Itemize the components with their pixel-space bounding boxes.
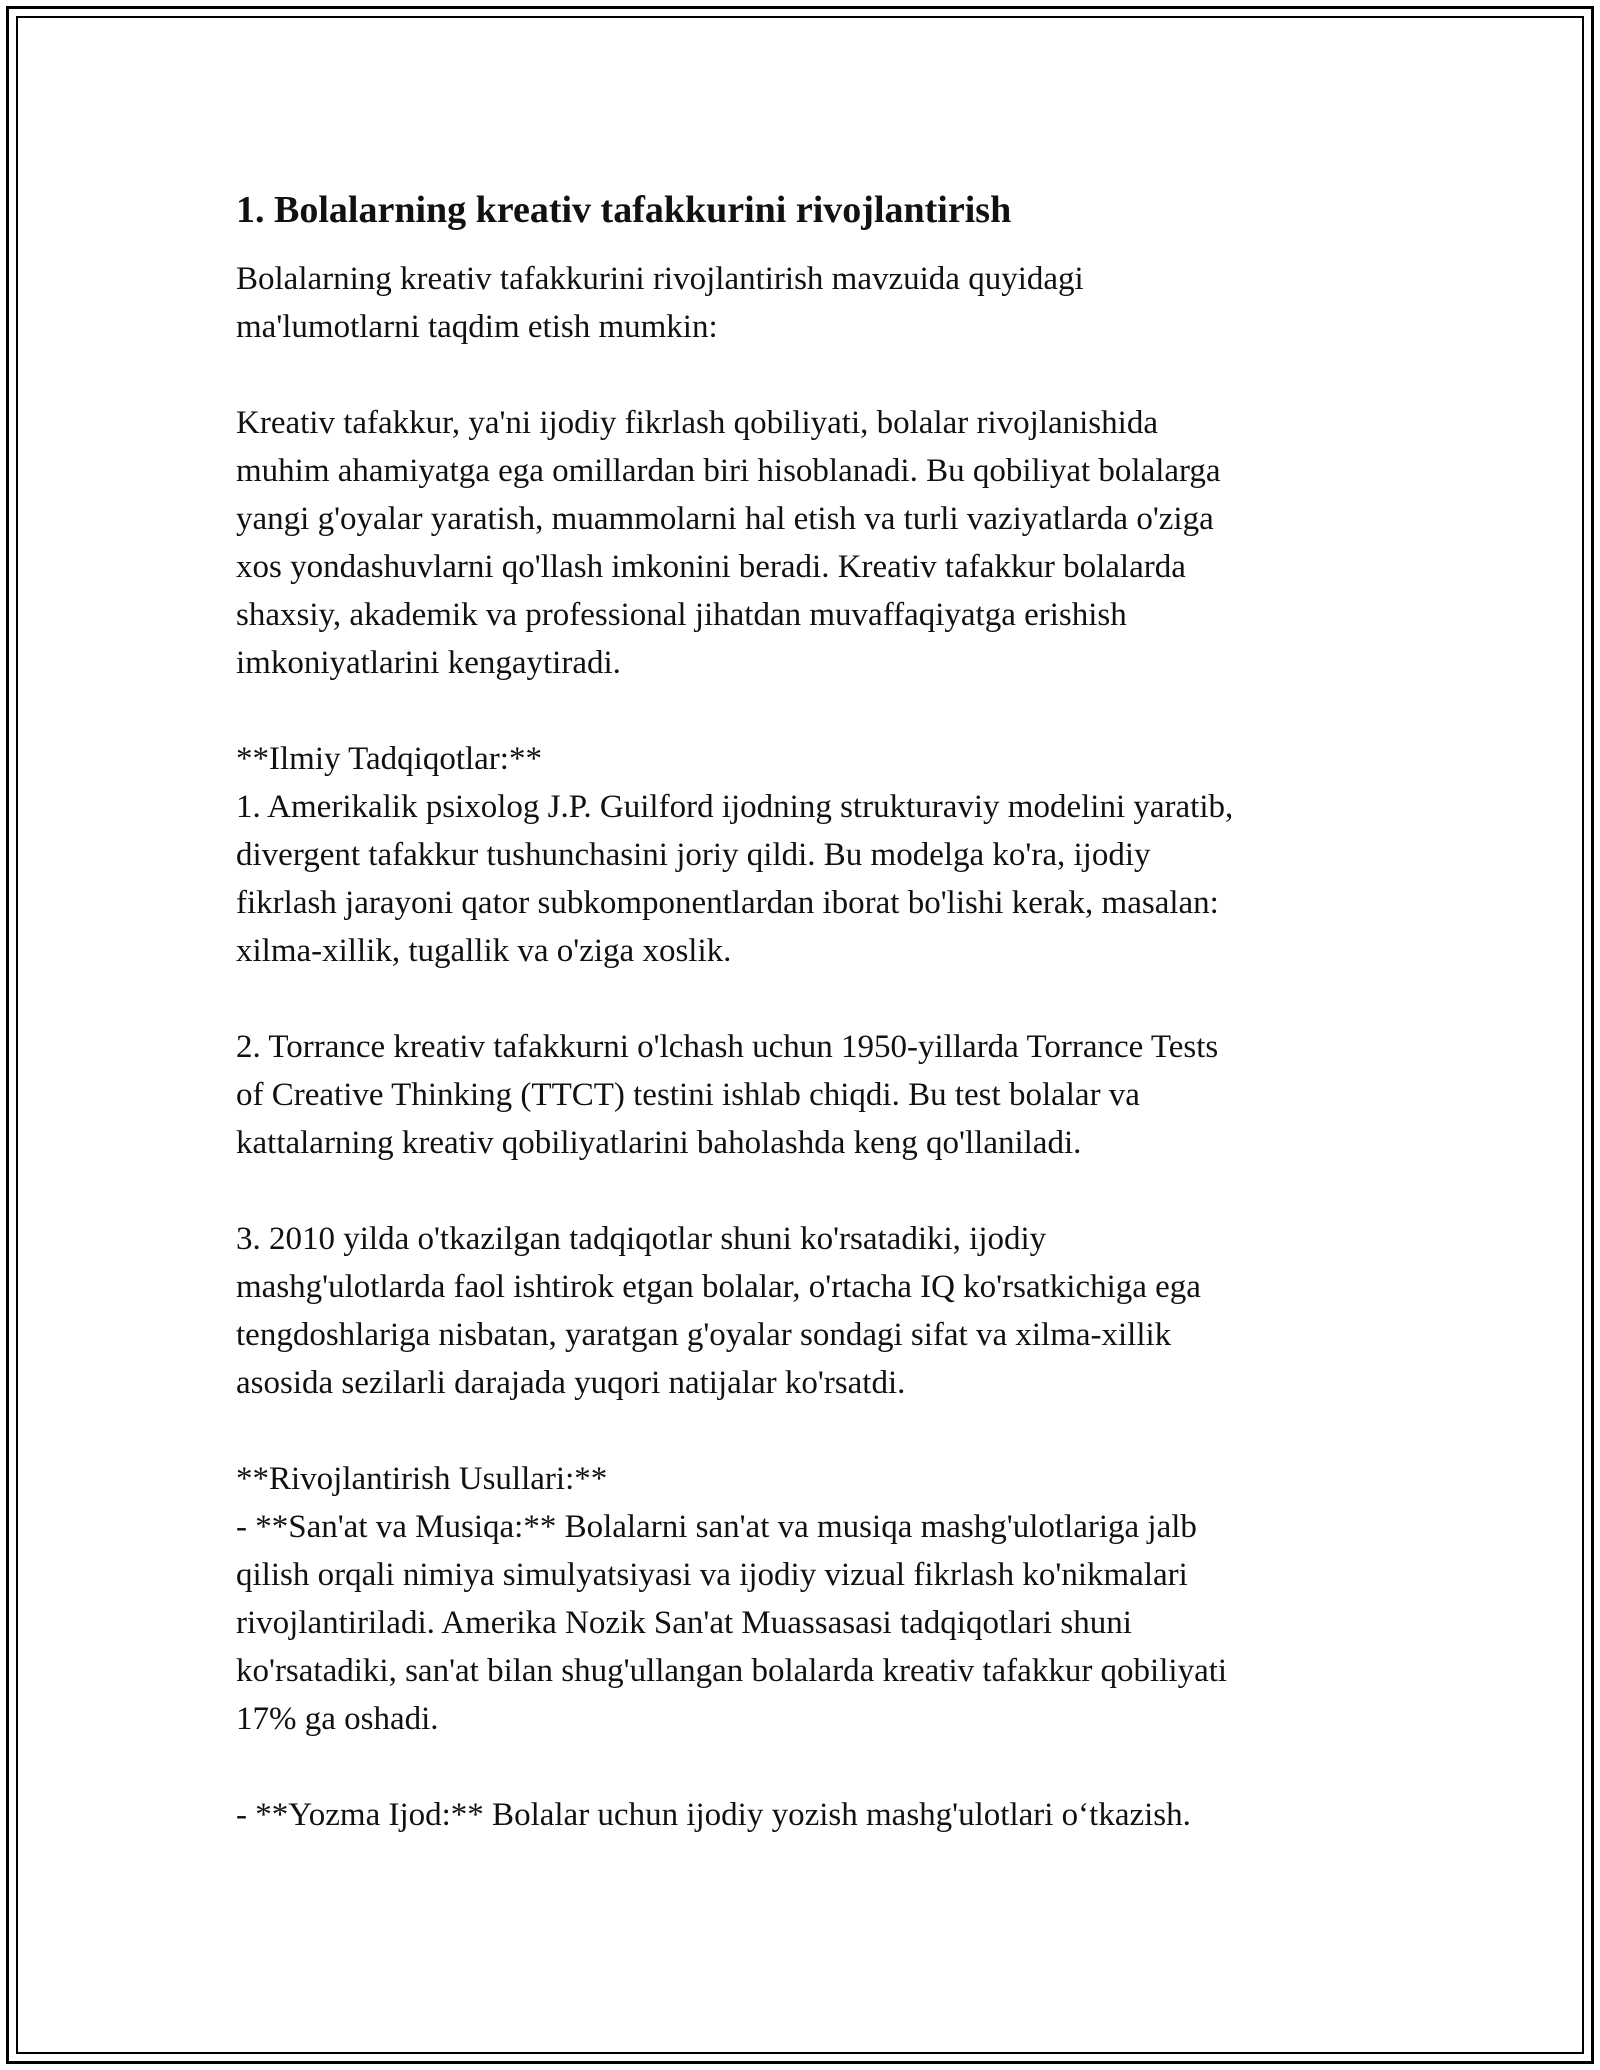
text-line: 17% ga oshadi. — [236, 1701, 439, 1737]
text-line: rivojlantiriladi. Amerika Nozik San'at Muassasasi tadqiqotlari shuni — [236, 1605, 1132, 1641]
text-line: imkoniyatlarini kengaytiradi. — [236, 645, 621, 681]
document-body — [236, 185, 1416, 1839]
text-line: xos yondashuvlarni qo'llash imkonini beradi. Kreativ tafakkur bolalarda — [236, 549, 1186, 585]
text-line: tengdoshlariga nisbatan, yaratgan g'oyalar sondagi sifat va xilma-xillik — [236, 1317, 1172, 1353]
text-line: shaxsiy, akademik va professional jihatdan muvaffaqiyatga erishish — [236, 597, 1127, 633]
paragraph-gap — [236, 1407, 1416, 1455]
text-line: ko'rsatadiki, san'at bilan shug'ullangan bolalarda kreativ tafakkur qobiliyati — [236, 1653, 1228, 1689]
text-line: asosida sezilarli darajada yuqori natijalar ko'rsatdi. — [236, 1365, 906, 1401]
paragraph-gap — [236, 687, 1416, 735]
paragraph-gap — [236, 975, 1416, 1023]
paragraph-gap — [236, 351, 1416, 399]
text-line: mashg'ulotlarda faol ishtirok etgan bolalar, o'rtacha IQ ko'rsatkichiga ega — [236, 1269, 1201, 1305]
text-line: - **San'at va Musiqa:** Bolalarni san'at va musiqa mashg'ulotlariga jalb — [236, 1509, 1197, 1545]
text-line: 2. Torrance kreativ tafakkurni o'lchash uchun 1950-yillarda Torrance Tests — [236, 1029, 1219, 1065]
text-line: ma'lumotlarni taqdim etish mumkin: — [236, 309, 718, 345]
paragraph — [236, 1215, 1416, 1407]
paragraph — [236, 735, 1416, 975]
text-line: Bolalarning kreativ tafakkurini rivojlantirish mavzuida quyidagi — [236, 261, 1084, 297]
document-text — [236, 255, 1416, 1839]
paragraph — [236, 399, 1416, 687]
text-line: of Creative Thinking (TTCT) testini ishlab chiqdi. Bu test bolalar va — [236, 1077, 1140, 1113]
paragraph-gap — [236, 1743, 1416, 1791]
text-line: divergent tafakkur tushunchasini joriy qildi. Bu modelga ko'ra, ijodiy — [236, 837, 1151, 873]
paragraph — [236, 1023, 1416, 1167]
text-line: xilma-xillik, tugallik va o'ziga xoslik. — [236, 933, 732, 969]
text-line: Kreativ tafakkur, ya'ni ijodiy fikrlash qobiliyati, bolalar rivojlanishida — [236, 405, 1158, 441]
text-line: fikrlash jarayoni qator subkomponentlardan iborat bo'lishi kerak, masalan: — [236, 885, 1219, 921]
text-line: muhim ahamiyatga ega omillardan biri hisoblanadi. Bu qobiliyat bolalarga — [236, 453, 1221, 489]
paragraph — [236, 255, 1416, 351]
text-line: 3. 2010 yilda o'tkazilgan tadqiqotlar shuni ko'rsatadiki, ijodiy — [236, 1221, 1047, 1257]
text-line: 1. Amerikalik psixolog J.P. Guilford ijodning strukturaviy modelini yaratib, — [236, 789, 1234, 825]
text-line: qilish orqali nimiya simulyatsiyasi va ijodiy vizual fikrlash ko'nikmalari — [236, 1557, 1188, 1593]
text-line: kattalarning kreativ qobiliyatlarini baholashda keng qo'llaniladi. — [236, 1125, 1082, 1161]
text-line: **Rivojlantirish Usullari:** — [236, 1461, 608, 1497]
text-line: **Ilmiy Tadqiqotlar:** — [236, 741, 542, 777]
text-line: yangi g'oyalar yaratish, muammolarni hal etish va turli vaziyatlarda o'ziga — [236, 501, 1214, 537]
document-heading: 1. Bolalarning kreativ tafakkurini rivojlantirish — [236, 189, 1012, 231]
paragraph-gap — [236, 1167, 1416, 1215]
text-line: - **Yozma Ijod:** Bolalar uchun ijodiy yozish mashg'ulotlari o‘tkazish. — [236, 1797, 1191, 1833]
paragraph — [236, 1791, 1416, 1839]
paragraph — [236, 1455, 1416, 1743]
